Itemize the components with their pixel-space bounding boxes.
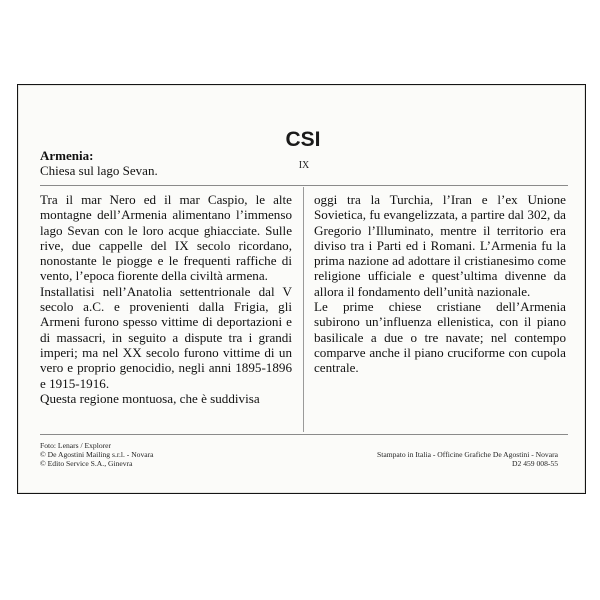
credit-line: © De Agostini Mailing s.r.l. - Novara (40, 450, 154, 460)
product-code: D2 459 008-55 (512, 459, 558, 469)
printer-info (377, 450, 558, 468)
country-heading: Armenia: (40, 148, 94, 163)
credit-line: © Edito Service S.A., Ginevra (40, 459, 133, 469)
bottom-rule (40, 434, 568, 435)
subject-caption: Chiesa sul lago Sevan. (40, 163, 158, 178)
printer-line: Stampato in Italia - Officine Grafiche De Agostini - Novara (377, 450, 558, 459)
right-column (314, 192, 566, 376)
paragraph: Le prime chiese cristiane dell’Armenia subirono un’influenza ellenistica, con il piano basilicale a due o tre navate; nel contempo comparve anche il piano cruciforme con cupola centrale. (314, 299, 566, 376)
paragraph: Questa regione montuosa, che è suddivisa (40, 390, 260, 406)
paragraph: oggi tra la Turchia, l’Iran e l’ex Unione Sovietica, fu evangelizzata, a partire dal 302, da Gregorio l’Illuminato, mentre il territorio era diviso tra i Parti ed i Romani. L’Armenia fu la prima nazione ad adottare il cristianesimo come religione ufficiale e quest’ultima divenne da allora il fondamento dell’unità nazionale. (314, 192, 566, 299)
paragraph: Installatisi nell’Anatolia settentrionale dal V secolo a.C. e provenienti dalla Frigia, gli Armeni furono spesso vittime di deportazioni e di massacri, in seguito a dispute tra i grandi imperi; ma nel XX secolo furono vittime di un vero e proprio genocidio, negli anni 1895-1896 e 1915-1916. (40, 283, 292, 391)
card-title: CSI (285, 128, 321, 151)
card-number: IX (298, 160, 310, 171)
top-rule (40, 185, 568, 186)
left-column (40, 192, 292, 406)
paragraph: Tra il mar Nero ed il mar Caspio, le alte montagne dell’Armenia alimentano l’immenso lago Sevan con le loro acque ghiacciate. Sulle rive, due cappelle del IX secolo ricordano, nonostante le piogge e le frequenti raffiche di vento, l’epoca fiorente della civiltà armena. (40, 192, 292, 284)
photo-credits (40, 441, 154, 469)
credit-line: Foto: Lenars / Explorer (40, 441, 112, 450)
column-divider (303, 187, 304, 432)
